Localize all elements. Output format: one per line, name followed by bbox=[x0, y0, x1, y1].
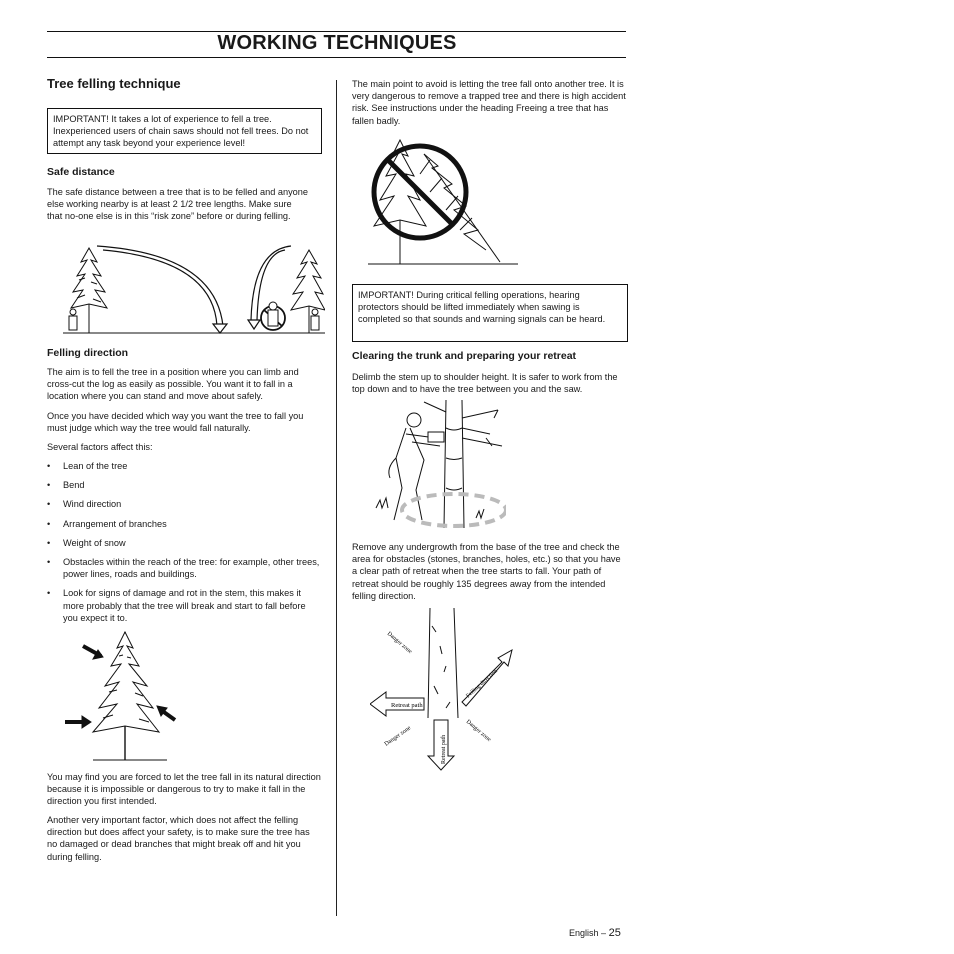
person-left-icon bbox=[69, 309, 77, 330]
factor-item: • Look for signs of damage and rot in the stem, this makes it more probably that the tree will break and start to fall before you expect it to. bbox=[47, 587, 321, 624]
factor-item: • Arrangement of branches bbox=[47, 518, 321, 530]
felling-direction-label: Felling direction bbox=[465, 668, 499, 700]
danger-zone-lower-left-label: Danger zone bbox=[383, 725, 413, 748]
factors-list bbox=[47, 460, 321, 624]
delimbing-illustration bbox=[366, 398, 506, 532]
retreat-path-diagram bbox=[370, 606, 520, 776]
safe-distance-illustration bbox=[63, 240, 325, 340]
safe-distance-heading: Safe distance bbox=[47, 166, 115, 178]
important-notice-2-box bbox=[352, 284, 628, 342]
page-title: WORKING TECHNIQUES bbox=[217, 32, 457, 54]
person-right-icon bbox=[311, 309, 319, 330]
tree-left-icon bbox=[71, 248, 107, 333]
column-divider bbox=[336, 80, 337, 916]
felling-direction-p4: You may find you are forced to let the tree fall in its natural direction because it is impossible or dangerous to try to make it fall in the direction you first intended. bbox=[47, 772, 321, 807]
footer-separator: – bbox=[601, 928, 607, 938]
page-footer bbox=[569, 927, 621, 939]
factor-item: • Weight of snow bbox=[47, 537, 321, 549]
tree-onto-tree-prohibited-illustration bbox=[368, 130, 520, 270]
felling-direction-p5: Another very important factor, which does not affect the felling direction but does affect your safety, is to make sure the tree has no damaged or dead branches that might break off and hit you during felling. bbox=[47, 815, 310, 862]
felling-direction-p1: The aim is to fell the tree in a position where you can limb and cross-cut the log as easily as possible. You want it to fall in a location where you can stand and move about safely. bbox=[47, 367, 299, 402]
clearing-p1: Delimb the stem up to shoulder height. It is safer to work from the top down and to have the tree between you and the saw. bbox=[352, 372, 618, 395]
felling-direction-heading: Felling direction bbox=[47, 347, 129, 359]
section-title: Tree felling technique bbox=[47, 76, 181, 91]
factor-item: • Wind direction bbox=[47, 498, 321, 510]
important-notice-2-text: IMPORTANT! During critical felling operations, hearing protectors should be lifted immediately when sawing is completed so that sounds and warning signals can be heard. bbox=[358, 290, 606, 325]
important-notice-text: IMPORTANT! It takes a lot of experience to fell a tree. Inexperienced users of chain saws should not fell trees. Do not attempt any task beyond your experience level! bbox=[53, 114, 309, 149]
tree-right-icon bbox=[291, 250, 325, 333]
clearing-p2: Remove any undergrowth from the base of the tree and check the area for obstacles (stones, branches, holes, etc.) so that you have a clear path of retreat when the tree starts to fall. Your path of retreat should be roughly 135 degrees away from the intended felling direction. bbox=[352, 542, 621, 601]
factor-item: • Bend bbox=[47, 479, 321, 491]
felling-direction-p2: Once you have decided which way you want the tree to fall you must judge which way the tree would fall naturally. bbox=[47, 411, 304, 434]
footer-language: English bbox=[569, 928, 599, 938]
factor-item: • Obstacles within the reach of the tree: for example, other trees, power lines, roads and buildings. bbox=[47, 556, 321, 580]
worker-prohibited-icon bbox=[261, 302, 285, 330]
title-rule-bottom bbox=[47, 57, 626, 58]
safe-distance-text: The safe distance between a tree that is to be felled and anyone else working nearby is at least 2 1/2 tree lengths. Make sure that no-one else is in this “risk zone” before or during felling. bbox=[47, 187, 309, 222]
factor-item: • Lean of the tree bbox=[47, 460, 321, 472]
page-number: 25 bbox=[608, 927, 621, 939]
danger-zone-lower-right-label: Danger zone bbox=[464, 718, 492, 744]
danger-zone-upper-label: Danger zone bbox=[385, 630, 413, 656]
right-intro-text: The main point to avoid is letting the tree fall onto another tree. It is very dangerous to remove a trapped tree and there is high accident risk. See instructions under the heading Freeing a tree that has fallen badly. bbox=[352, 79, 626, 126]
retreat-path-left-label: Retreat path bbox=[391, 702, 423, 709]
felling-direction-p3: Several factors affect this: bbox=[47, 442, 153, 452]
important-notice-box bbox=[47, 108, 322, 154]
retreat-path-down-label: Retreat path bbox=[441, 734, 447, 764]
clearing-heading: Clearing the trunk and preparing your retreat bbox=[352, 350, 577, 362]
tree-wind-illustration bbox=[63, 626, 183, 764]
